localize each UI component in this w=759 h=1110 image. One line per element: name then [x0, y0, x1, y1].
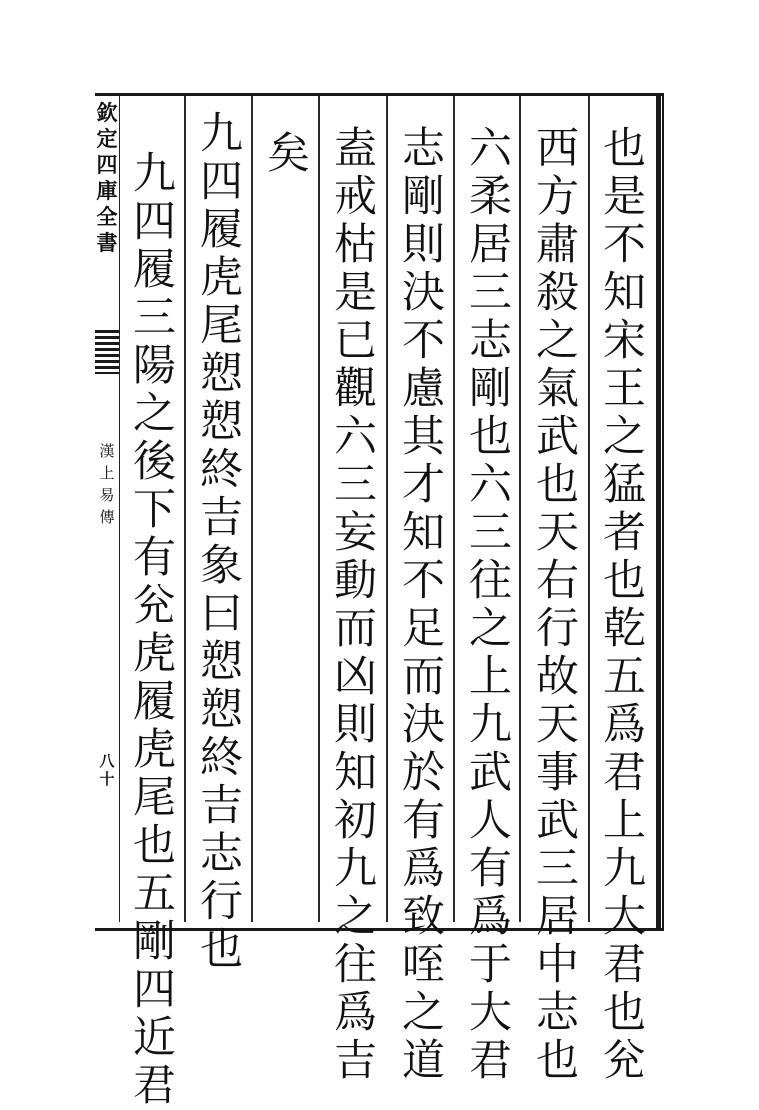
text-column-1: 也是不知宋王之猛者也乾五爲君上九大君也兊 — [596, 125, 646, 1085]
column-separator — [318, 96, 320, 922]
fish-tail-mark — [95, 330, 119, 374]
column-separator — [386, 96, 388, 922]
margin-page-number: 八十 — [99, 752, 115, 788]
column-separator — [184, 96, 186, 922]
text-column-8: 九四履三陽之後下有兊虎履虎尾也五剛四近君 — [126, 150, 176, 1110]
frame-right-border — [656, 93, 661, 928]
margin-header-label: 欽定四庫全書 — [96, 100, 118, 255]
text-column-3: 六柔居三志剛也六三往之上九武人有爲于大君 — [462, 125, 512, 1085]
text-column-2: 西方肅殺之氣武也天右行故天事武三居中志也 — [529, 125, 579, 1085]
column-separator — [453, 96, 455, 922]
text-column-5: 盍戒枯是已觀六三妄動而凶則知初九之往爲吉 — [327, 125, 377, 1085]
text-column-7: 九四履虎尾愬愬終吉象曰愬愬終吉志行也 — [193, 110, 243, 974]
text-column-4: 志剛則決不慮其才知不足而決於有爲致咥之道 — [395, 125, 445, 1085]
column-separator — [588, 96, 590, 922]
column-separator — [519, 96, 521, 922]
margin-book-title: 漢上易傳 — [99, 442, 115, 526]
text-column-6: 矣 — [260, 130, 310, 178]
column-separator — [251, 96, 253, 922]
